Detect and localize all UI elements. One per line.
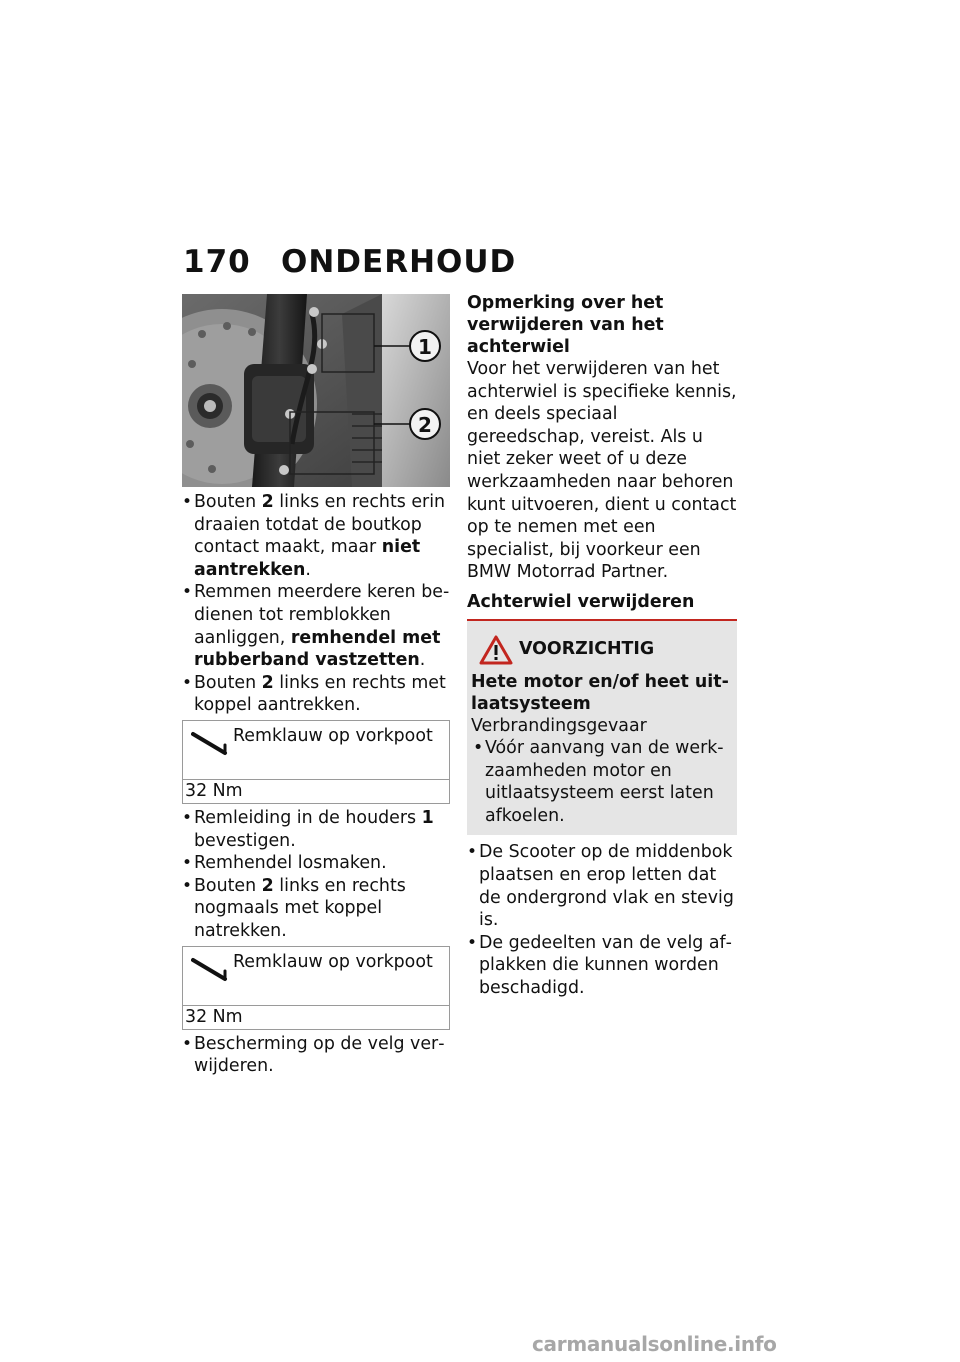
left-column <box>182 294 450 1078</box>
step-item: • De Scooter op de middenbok plaatsen en erop letten dat de ondergrond vlak en stevig is. <box>467 841 737 931</box>
step-item: • Bouten 2 links en rechts nogmaals met koppel natrekken. <box>182 875 450 943</box>
torque-wrench-icon <box>191 957 229 983</box>
step-item: • Bouten 2 links en rechts met koppel aantrekken. <box>182 672 450 717</box>
warning-label: VOORZICHTIG <box>519 638 655 659</box>
warning-subtitle: Hete motor en/of heet uitlaatsysteem <box>471 671 729 714</box>
torque-value: 32 Nm <box>185 1006 243 1027</box>
page-number: 170 <box>183 244 251 280</box>
warning-triangle-icon <box>479 635 513 665</box>
callout-1-label: 1 <box>418 335 432 359</box>
torque-spec-2 <box>182 946 450 1030</box>
note-title: Opmerking over het verwijderen van het achterwiel <box>467 293 664 357</box>
photo-illustration <box>182 294 450 487</box>
step-item: • De gedeelten van de velg afplakken die kunnen worden beschadigd. <box>467 932 737 1000</box>
torque-wrench-icon <box>191 731 229 757</box>
torque-label: Remklauw op vorkpoot <box>233 725 433 746</box>
brake-caliper-photo <box>182 294 450 487</box>
step-item: • Bouten 2 links en rechts erin draaien totdat de boutkop contact maakt, maar niet aantrekken. <box>182 491 450 581</box>
step-item: • Remleiding in de houders 1 bevestigen. <box>182 807 450 852</box>
warning-bullet: • Vóór aanvang van de werkzaamheden motor en uitlaatsysteem eerst laten afkoelen. <box>467 737 737 827</box>
step-list-c <box>182 1033 450 1078</box>
torque-label: Remklauw op vorkpoot <box>233 951 433 972</box>
step-list-b <box>182 807 450 943</box>
callout-2-label: 2 <box>418 413 432 437</box>
note-text: Voor het verwijderen van het achterwiel is specifieke kennis, en deels speciaal gereedschap, vereist. Als u niet zeker weet of u deze werkzaamheden naar behoren kunt uitvoeren, dient u contact op te nemen met een specialist, bij voorkeur een BMW Motorrad Partner. <box>467 359 737 583</box>
torque-spec-1 <box>182 720 450 804</box>
step-list-a <box>182 491 450 717</box>
section-title: Achterwiel verwijderen <box>467 591 695 612</box>
step-item: • Bescherming op de velg verwijderen. <box>182 1033 450 1078</box>
page-title: ONDERHOUD <box>281 244 517 280</box>
step-list-right <box>467 841 737 999</box>
warning-type: Verbrandingsgevaar <box>471 715 647 736</box>
step-item: • Remhendel losmaken. <box>182 852 450 875</box>
warning-box <box>467 621 737 835</box>
step-item: • Remmen meerdere keren bedienen tot remblokken aanliggen, remhendel met rubberband vastzetten. <box>182 581 450 671</box>
watermark: carmanualsonline.info <box>532 1332 777 1356</box>
right-column <box>467 292 737 999</box>
torque-value: 32 Nm <box>185 780 243 801</box>
